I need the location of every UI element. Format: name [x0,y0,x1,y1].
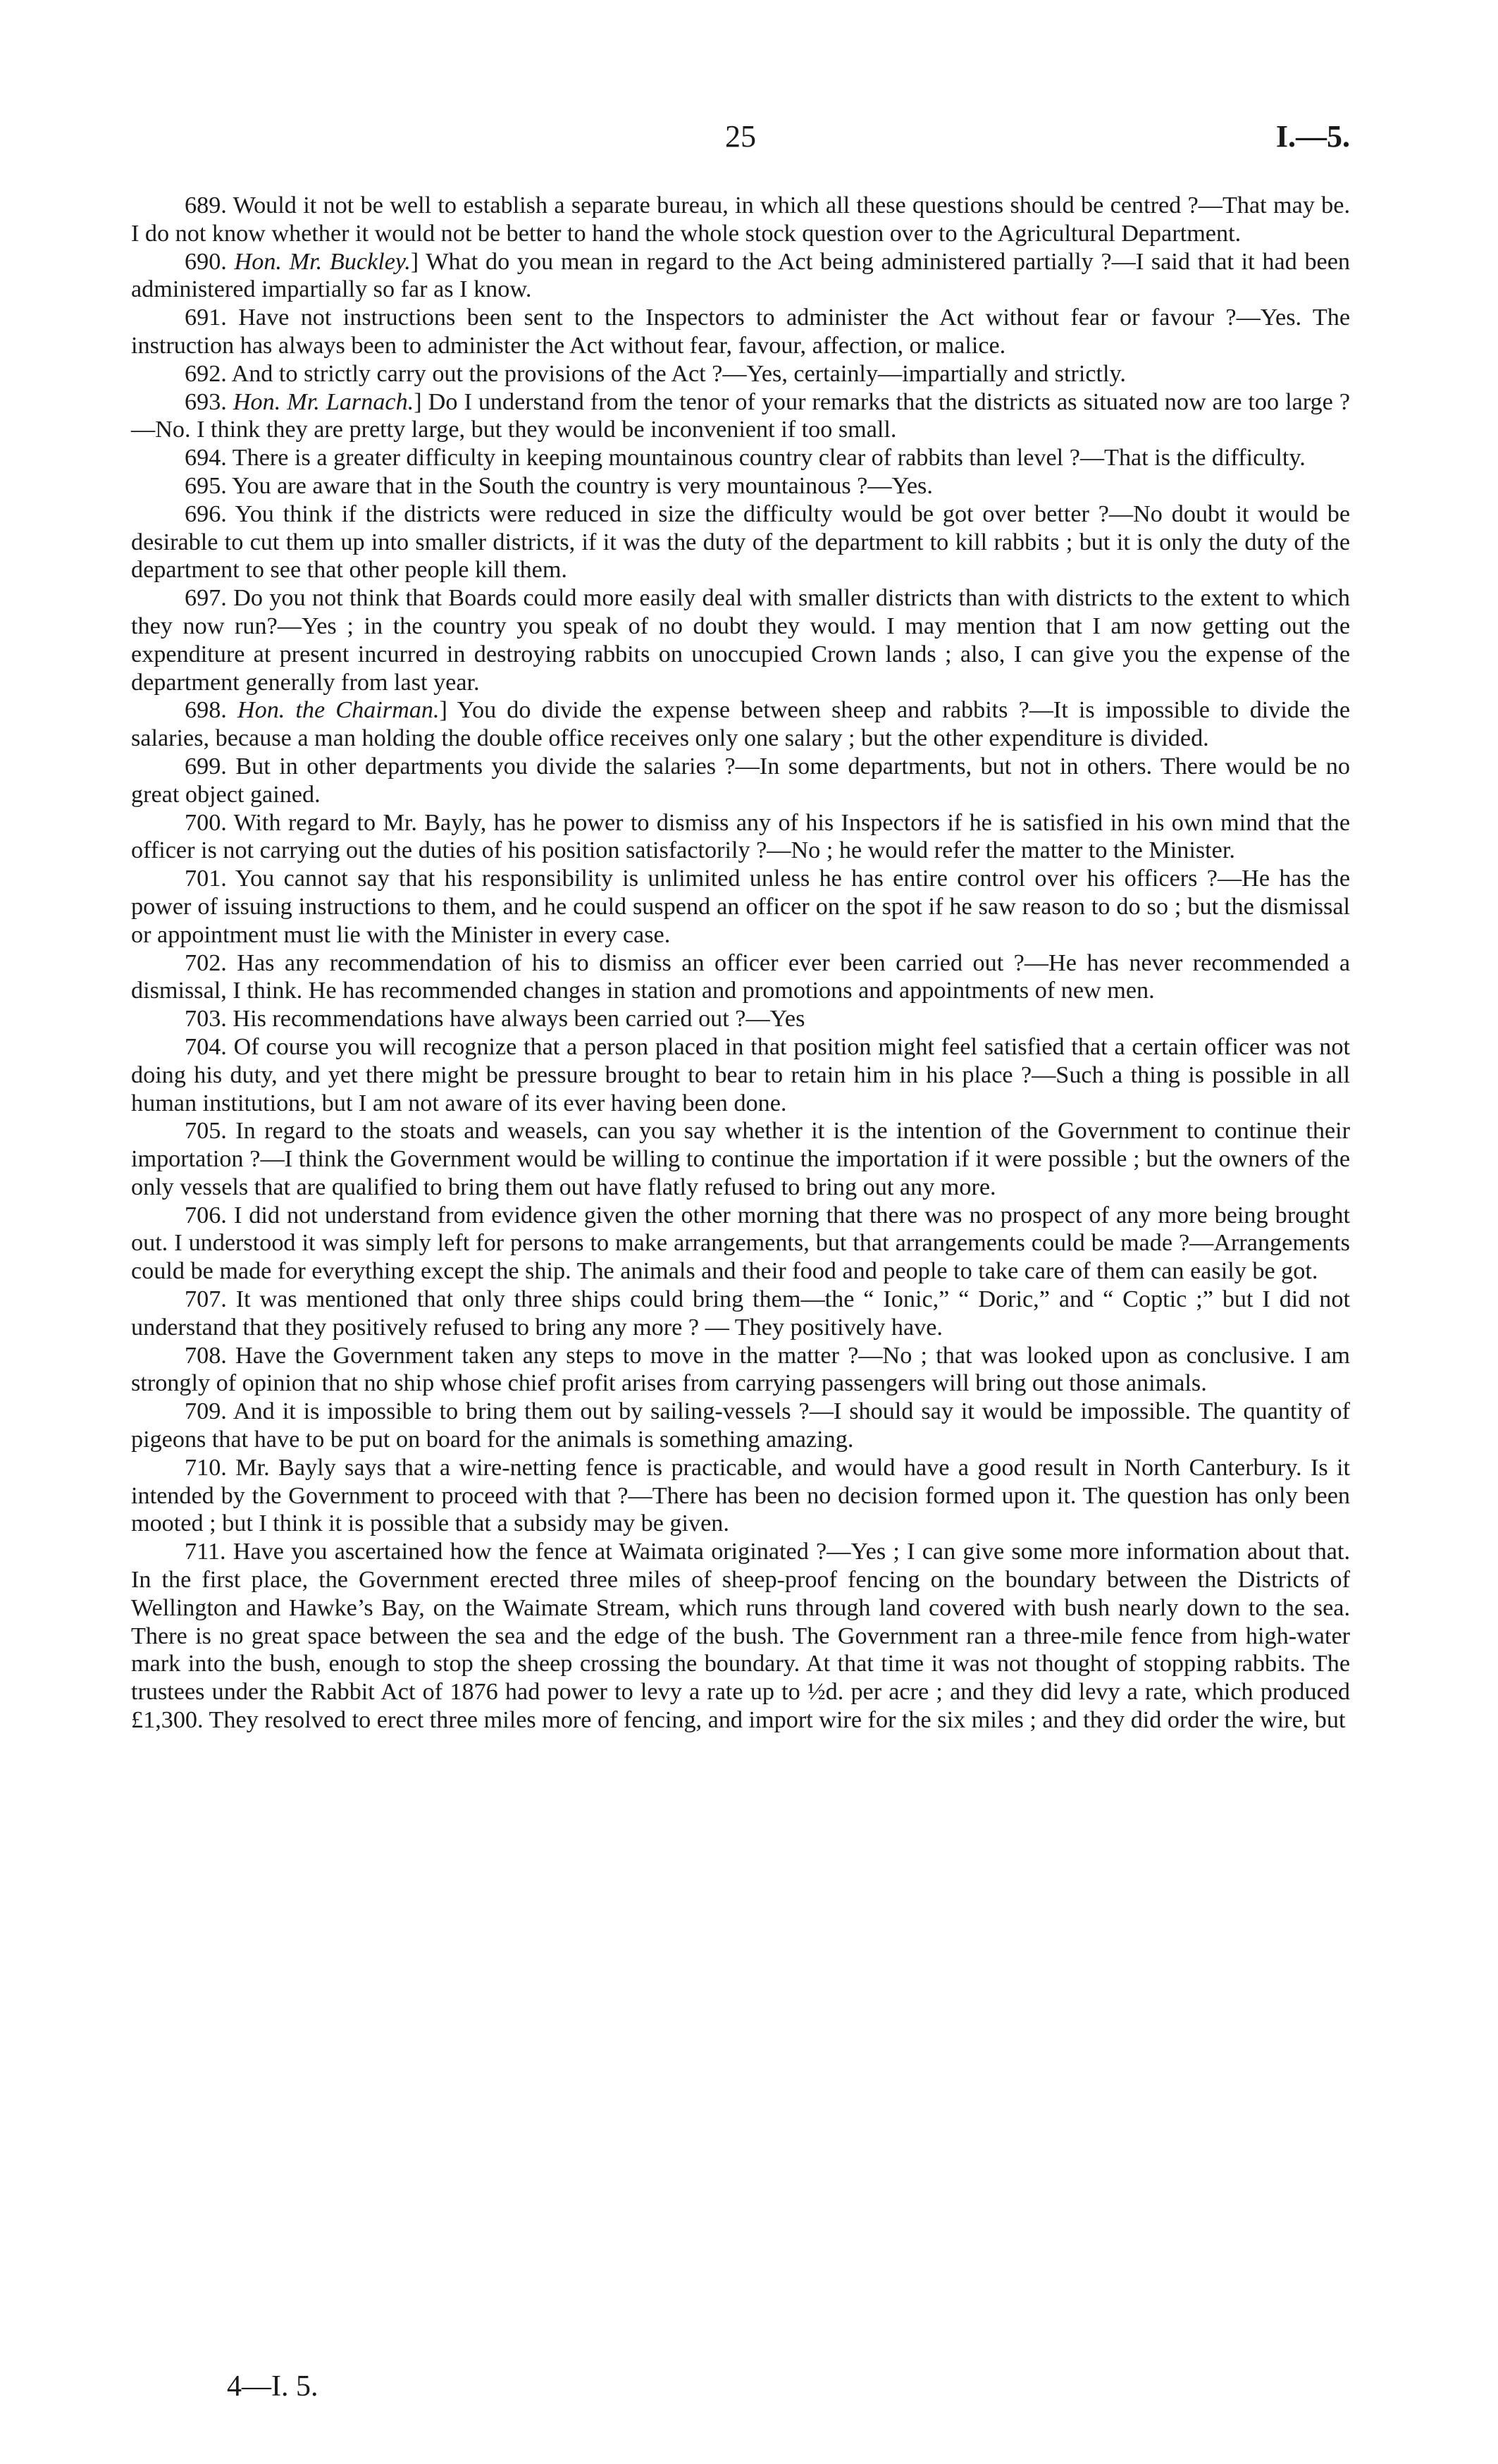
question-paragraph [131,192,1350,248]
question-paragraph [131,809,1350,866]
question-paragraph [131,444,1350,472]
question-number: 699. [185,753,227,780]
document-reference: I.—5. [1275,119,1350,154]
speaker-name: Hon. the Chairman. [237,697,440,724]
question-number: 693. [185,388,227,415]
question-text: Mr. Bayly says that a wire-netting fence is practicable, and would have a good result in North Canterbury. Is it intended by the Government to proceed with that ?—There has been no decision formed upon it. The question has only been mooted ; but I think it is possible that a subsidy may be given. [131,1454,1350,1537]
question-paragraph: 690. Hon. Mr. Buckley.] What do you mean in regard to the Act being administered partially ?—I said that it had been administered impartially so far as I know. [131,248,1350,303]
question-text: I did not understand from evidence given the other morning that there was no prospect of any more being brought out. I understood it was simply left for persons to make arrangements, but that arrangements could be made ?—Arrangements could be made for everything except the ship. The animals and their food and people to take care of them can easily be got. [131,1202,1350,1285]
question-text: Has any recommendation of his to dismiss an officer ever been carried out ?—He has never recommended a dismissal, I think. He has recommended changes in station and promotions and appointments of new men. [131,949,1350,1004]
question-paragraph [131,1117,1350,1201]
question-paragraph [131,1538,1350,1735]
question-number: 705. [185,1118,227,1145]
question-paragraph [131,360,1350,388]
question-number: 695. [185,472,227,499]
question-paragraph [131,949,1350,1006]
question-paragraph [131,584,1350,696]
question-number: 703. [185,1006,227,1033]
question-text: But in other departments you divide the salaries ?—In some departments, but not in others. There would be no great object gained. [131,753,1350,808]
question-number: 711. [185,1539,226,1565]
question-paragraph [131,865,1350,949]
question-text: You cannot say that his responsibility is unlimited unless he has entire control over his officers ?—He has the power of issuing instructions to them, and he could suspend an officer on the spot if he saw reason to do so ; but the dismissal or appointment must lie with the Minister in every case. [131,866,1350,948]
question-paragraph [131,753,1350,809]
question-text: Do I understand from the tenor of your remarks that the districts as situated now are too large ?—No. I think they are pretty large, but they would be inconvenient if too small. [131,388,1351,443]
question-number: 704. [185,1033,227,1060]
speaker-name: Hon. Mr. Larnach. [233,388,414,415]
question-text: You think if the districts were reduced in size the difficulty would be got over better ?—No doubt it would be desirable to cut them up into smaller districts, if it was the duty of the department to kill rabbits ; but it is only the duty of the department to see that other people kill them. [131,500,1350,584]
question-number: 692. [185,360,227,387]
question-paragraph [131,500,1350,584]
question-number: 691. [185,304,227,331]
question-number: 708. [185,1342,227,1369]
question-paragraph: 698. Hon. the Chairman.] You do divide the expense between sheep and rabbits ?—It is impossible to divide the salaries, because a man holding the double office receives only one salary ; but the other expenditure is divided. [131,697,1351,752]
question-paragraph [131,1033,1350,1117]
question-text: What do you mean in regard to the Act being administered partially ?—I said that it had been administered impartially so far as I know. [131,248,1350,303]
page-header [131,118,1350,168]
question-text: With regard to Mr. Bayly, has he power to dismiss any of his Inspectors if he is satisfied in his own mind that the officer is not carrying out the duties of his position satisfactorily ?—No ; he would refer the matter to the Minister. [131,809,1350,864]
question-text: And to strictly carry out the provisions of the Act ?—Yes, certainly—impartially and strictly. [231,360,1126,387]
question-paragraph [131,1398,1350,1454]
question-number: 694. [185,445,227,472]
question-text: And it is impossible to bring them out by sailing-vessels ?—I should say it would be impossible. The quantity of pigeons that have to be put on board for the animals is something amazing. [131,1398,1350,1453]
question-number: 700. [185,809,227,836]
question-number: 689. [185,192,227,218]
question-paragraph [131,1005,1350,1033]
evidence-body [131,192,1350,1735]
question-text: His recommendations have always been carried out ?—Yes [233,1006,805,1033]
question-text: Have not instructions been sent to the Inspectors to administer the Act without fear or favour ?—Yes. The instruction has always been to administer the Act without fear, favour, affection, or malice. [131,304,1350,359]
question-number: 709. [185,1398,227,1425]
question-paragraph [131,1202,1350,1286]
question-text: It was mentioned that only three ships could bring them—the “ Ionic,” “ Doric,” and “ Coptic ;” but I did not understand that they positively refused to bring any more ? — They positively have. [131,1286,1350,1341]
printer-signature: 4—I. 5. [227,2370,318,2403]
question-paragraph [131,304,1350,360]
question-number: 701. [185,866,227,892]
question-text: There is a greater difficulty in keeping mountainous country clear of rabbits than level ?—That is the difficulty. [232,445,1306,472]
question-text: Of course you will recognize that a person placed in that position might feel satisfied that a certain officer was not doing his duty, and yet there might be pressure brought to bear to retain him in his place ?—Such a thing is possible in all human institutions, but I am not aware of its ever having been done. [131,1033,1350,1116]
question-paragraph: 693. Hon. Mr. Larnach.] Do I understand from the tenor of your remarks that the districts as situated now are too large ?—No. I think they are pretty large, but they would be inconvenient if too small. [131,388,1351,443]
question-text: In regard to the stoats and weasels, can you say whether it is the intention of the Government to continue their importation ?—I think the Government would be willing to continue the importation if it were possible ; but the owners of the only vessels that are qualified to bring them out have flatly refused to bring out any more. [131,1118,1350,1200]
question-number: 698. [185,697,227,724]
question-paragraph [131,472,1350,500]
question-paragraph [131,1342,1350,1398]
question-number: 696. [185,500,227,527]
page-number: 25 [725,119,756,154]
question-text: Have you ascertained how the fence at Waimata originated ?—Yes ; I can give some more information about that. In the first place, the Government erected three miles of sheep-proof fencing on the boundary between the Districts of Wellington and Hawke’s Bay, on the Waimate Stream, which runs through land covered with bush nearly down to the sea. There is no great space between the sea and the edge of the bush. The Government ran a three-mile fence from high-water mark into the bush, enough to stop the sheep crossing the boundary. At that time it was not thought of stopping rabbits. The trustees under the Rabbit Act of 1876 had power to levy a rate up to ½d. per acre ; and they did levy a rate, which produced £1,300. They resolved to erect three miles more of fencing, and import wire for the six miles ; and they did order the wire, but [131,1539,1351,1734]
question-text: Would it not be well to establish a separate bureau, in which all these questions should be centred ?—That may be. I do not know whether it would not be better to hand the whole stock question over to the Agricultural Department. [131,192,1350,247]
question-number: 710. [185,1454,227,1481]
question-text: You do divide the expense between sheep and rabbits ?—It is impossible to divide the salaries, because a man holding the double office receives only one salary ; but the other expenditure is divided. [131,697,1351,752]
question-text: You are aware that in the South the country is very mountainous ?—Yes. [232,472,933,499]
question-number: 707. [185,1286,227,1313]
speaker-name: Hon. Mr. Buckley. [234,248,411,275]
question-number: 697. [185,585,227,612]
question-number: 690. [185,248,227,275]
question-paragraph [131,1454,1350,1538]
question-paragraph [131,1286,1350,1342]
question-number: 706. [185,1202,227,1228]
question-text: Have the Government taken any steps to move in the matter ?—No ; that was looked upon as conclusive. I am strongly of opinion that no ship whose chief profit arises from carrying passengers will bring out those animals. [131,1342,1351,1397]
question-number: 702. [185,949,227,976]
question-text: Do you not think that Boards could more easily deal with smaller districts than with districts to the extent to which they now run?—Yes ; in the country you speak of no doubt they would. I may mention that I am now getting out the expenditure at present incurred in destroying rabbits on unoccupied Crown lands ; also, I can give you the expense of the department generally from last year. [131,585,1350,696]
